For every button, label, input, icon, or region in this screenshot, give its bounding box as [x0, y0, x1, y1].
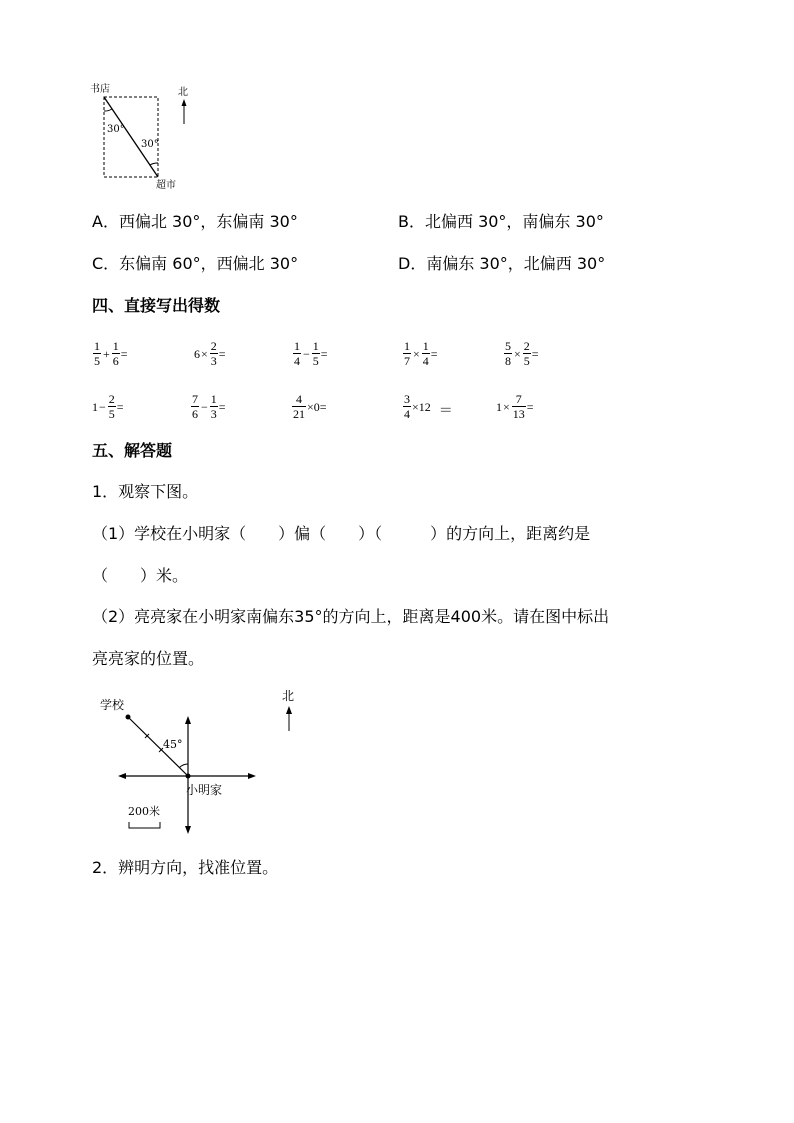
q2-title: 2．辨明方向，找准位置。: [92, 858, 279, 877]
choice-c[interactable]: C．东偏南 60°，西偏北 30°: [92, 254, 299, 273]
calc-r2-e3: $\frac{4}{21}$ ×0=: [293, 392, 327, 421]
q1-title: 1．观察下图。: [92, 482, 199, 501]
calc-r2-e2: $\frac{7}{6}$ − $\frac{1}{3}$ =: [192, 392, 226, 421]
choice-b[interactable]: B．北偏西 30°，南偏东 30°: [398, 212, 604, 231]
q1-part2-line1: （2）亮亮家在小明家南偏东35°的方向上，距离是400米。请在图中标出: [92, 607, 610, 626]
scale-bar: [129, 822, 160, 828]
q1-part2-line2: 亮亮家的位置。: [92, 649, 205, 668]
west-arrow-icon: [118, 773, 126, 779]
school-point: [126, 715, 131, 720]
south-axis-arrow-icon: [185, 826, 191, 834]
label-angle-45: 45°: [163, 738, 183, 751]
calc-r1-e4: $\frac{1}{7}$ × $\frac{1}{4}$ =: [404, 339, 438, 368]
label-bookstore: 书店: [90, 84, 110, 95]
calc-r2-e1: 1 − $\frac{2}{5}$ =: [92, 392, 124, 421]
label-angle-bottom: 30°: [141, 139, 159, 150]
calc-r1-e2: 6 × $\frac{2}{3}$ =: [194, 339, 226, 368]
label-xiaoming-home: 小明家: [186, 783, 223, 797]
section-4-title: 四、直接写出得数: [92, 296, 221, 315]
q1-part1-line1: （1）学校在小明家（ ）偏（ ）（ ）的方向上，距离约是: [92, 524, 591, 543]
choice-a[interactable]: A．西偏北 30°，东偏南 30°: [92, 212, 298, 231]
calc-r2-e5: 1 × $\frac{7}{13}$ =: [496, 392, 534, 421]
north-axis-arrow-icon: [185, 716, 191, 724]
label-north-1: 北: [178, 87, 188, 98]
label-supermarket: 超市: [156, 180, 176, 191]
label-scale: 200米: [128, 805, 160, 818]
angle-arc: [180, 764, 189, 768]
home-point: [186, 774, 191, 779]
choice-d[interactable]: D．南偏东 30°，北偏西 30°: [398, 254, 606, 273]
east-arrow-icon: [248, 773, 256, 779]
calc-r1-e5: $\frac{5}{8}$ × $\frac{2}{5}$ =: [505, 339, 539, 368]
label-north-2: 北: [282, 689, 295, 703]
calc-r1-e3: $\frac{1}{4}$ − $\frac{1}{5}$ =: [294, 339, 328, 368]
label-angle-top: 30°: [107, 124, 125, 135]
calc-r2-e4: $\frac{3}{4}$ ×12 ＝: [404, 392, 453, 421]
q1-part1-line2: （ ）米。: [92, 566, 189, 585]
label-school: 学校: [100, 698, 125, 712]
calc-r1-e1: $\frac{1}{5}$ + $\frac{1}{6}$ =: [94, 339, 128, 368]
north-arrow-icon-2: [286, 706, 292, 714]
section-5-title: 五、解答题: [92, 441, 173, 460]
